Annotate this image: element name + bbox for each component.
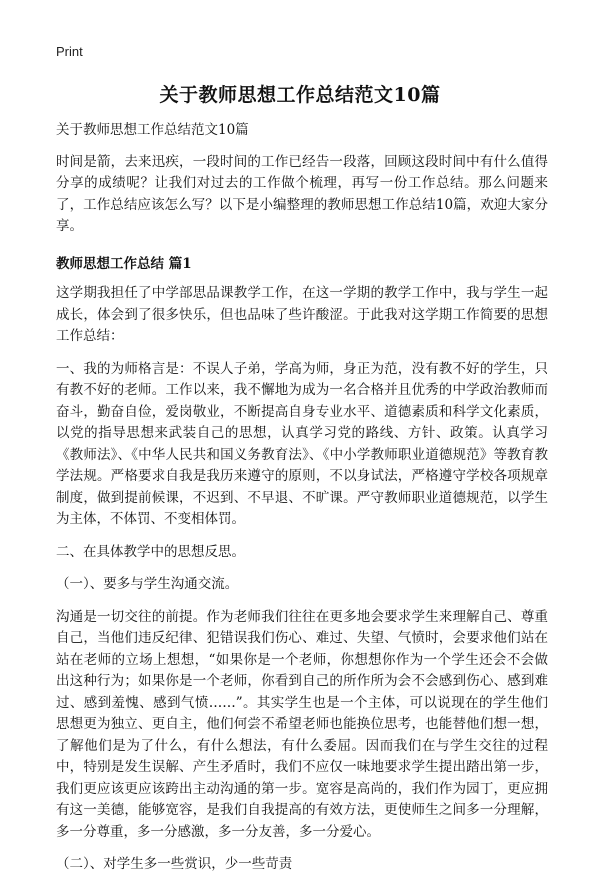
document-subtitle: 关于教师思想工作总结范文10篇 — [56, 122, 249, 138]
intro-paragraph: 时间是箭，去来迅疾，一段时间的工作已经告一段落，回顾这段时间中有什么值得分享的成绩呢？让我们对过去的工作做个梳理，再写一份工作总结。那么问题来了，工作总结应该怎么写？以下是小编整理的教师思想工作总结10篇，欢迎大家分享。 — [56, 153, 548, 234]
paragraph: （一）、要多与学生沟通交流。 — [56, 576, 239, 592]
document-title: 关于教师思想工作总结范文10篇 — [159, 84, 441, 106]
document-body — [56, 120, 548, 887]
paragraph: （二）、对学生多一些赏识，少一些苛责 — [56, 856, 293, 872]
paragraph: 沟通是一切交往的前提。作为老师我们往往在更多地会要求学生来理解自己、尊重自己，当他们违反纪律、犯错误我们伤心、难过、失望、气愤时，会要求他们站在站在老师的立场上想想，“如果你是一个老师，你想想你作为一个学生还会不会做出这种行为；如果你是一个老师，你看到自己的所作所为会不会感到伤心、感到难过、感到羞愧、感到气愤……”。其实学生也是一个主体，可以说现在的学生他们思想更为独立、更自主，他们何尝不希望老师也能换位思考，也能替他们想一想，了解他们是为了什么，有什么想法，有什么委屈。因而我们在与学生交往的过程中，特别是发生误解、产生矛盾时，我们不应仅一味地要求学生提出踏出第一步，我们更应该更应该跨出主动沟通的第一步。宽容是高尚的，我们作为园丁，更应拥有这一美德，能够宽容，是我们自我提高的有效方法，更使师生之间多一分理解，多一分尊重，多一分感激，多一分友善，多一分爱心。 — [56, 608, 548, 840]
print-label: Print — [56, 44, 83, 59]
paragraph: 一、我的为师格言是：不误人子弟，学高为师，身正为范，没有教不好的学生，只有教不好的老师。工作以来，我不懈地为成为一名合格并且优秀的中学政治教师而奋斗，勤奋自俭，爱岗敬业，不断提高自身专业水平、道德素质和科学文化素质，以党的指导思想来武装自己的思想，认真学习党的路线、方针、政策。认真学习《教师法》、《中华人民共和国义务教育法》、《中小学教师职业道德规范》等教育教学法规。严格要求自我是我历来遵守的原则，不以身试法，严格遵守学校各项规章制度，做到提前候课，不迟到、不早退、不旷课。严守教师职业道德规范，以学生为主体，不体罚、不变相体罚。 — [56, 360, 548, 527]
paragraph: 二、在具体教学中的思想反思。 — [56, 543, 245, 560]
paragraph: 这学期我担任了中学部思品课教学工作，在这一学期的教学工作中，我与学生一起成长，体会到了很多快乐，但也品味了些许酸涩。于此我对这学期工作简要的思想工作总结： — [56, 285, 548, 344]
section-heading: 教师思想工作总结 篇1 — [56, 255, 192, 272]
